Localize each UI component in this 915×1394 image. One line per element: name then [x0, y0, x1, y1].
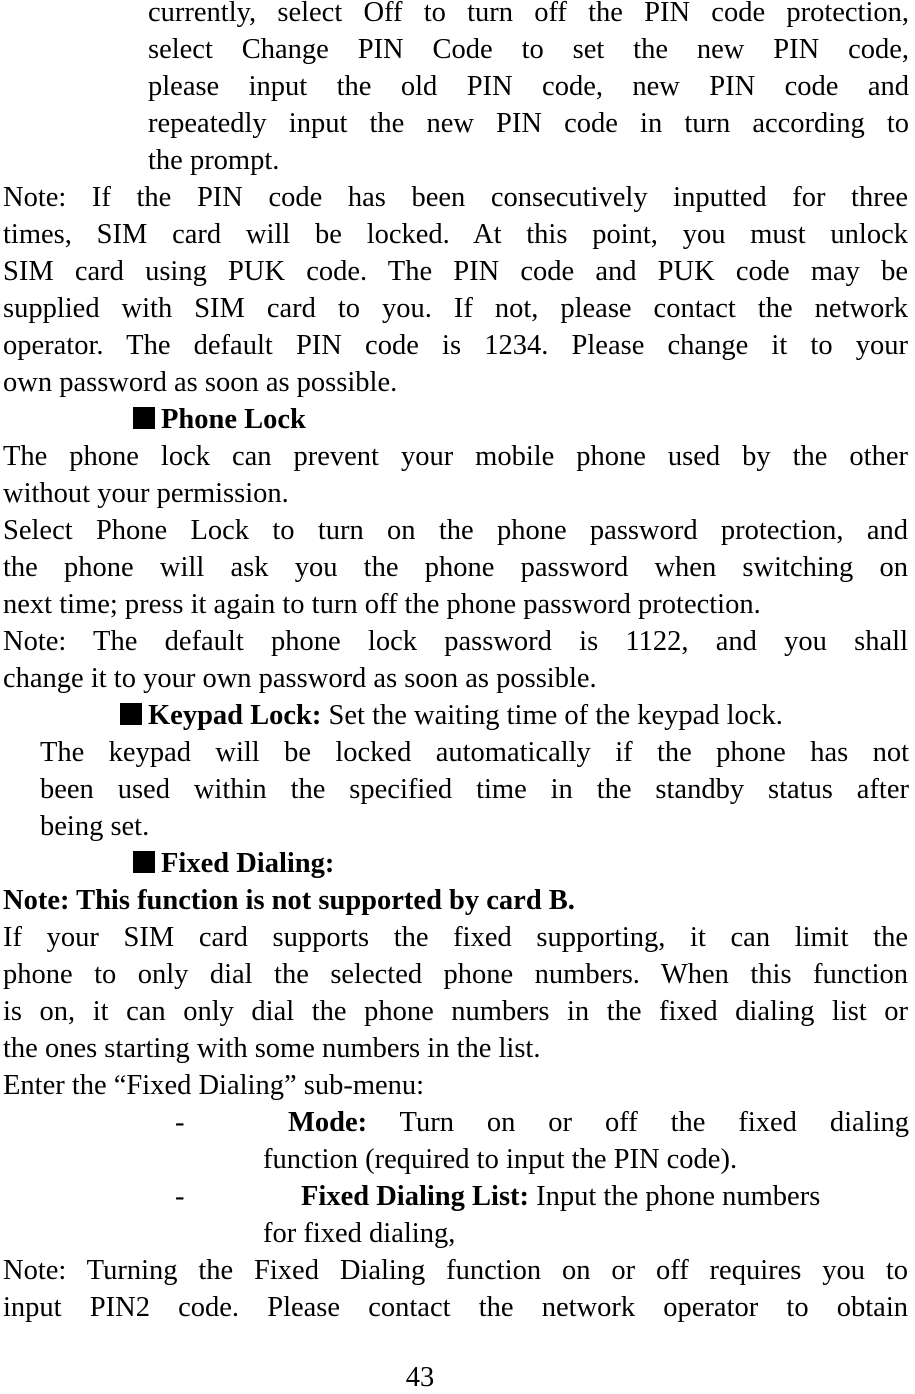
list-dash: - [175, 1107, 185, 1138]
list-dash: - [175, 1181, 185, 1212]
phone-lock-line: The phone lock can prevent your mobile phone used by the other [3, 441, 908, 472]
fixed-dialing-heading: Fixed Dialing: [133, 845, 733, 882]
keypad-lock-line: The keypad will be locked automatically if the phone has not [40, 737, 909, 768]
mode-item: Mode: Turn on or off the fixed dialing [288, 1107, 909, 1138]
phone-lock-heading: Phone Lock [133, 401, 733, 438]
phone-lock-line: without your permission. [3, 478, 289, 509]
fixed-dialing-line: phone to only dial the selected phone numbers. When this function [3, 959, 908, 990]
fixed-list-item: Fixed Dialing List: Input the phone numbers [301, 1181, 821, 1212]
fixed-dialing-line: Enter the “Fixed Dialing” sub-menu: [3, 1070, 425, 1101]
pin-note-line: own password as soon as possible. [3, 367, 398, 398]
final-note-line: Note: Turning the Fixed Dialing function on or off requires you to [3, 1255, 908, 1286]
pin-note-line: supplied with SIM card to you. If not, please contact the network [3, 293, 908, 324]
fixed-dialing-line: is on, it can only dial the phone numbers in the fixed dialing list or [3, 996, 908, 1027]
pin-note-line: Note: If the PIN code has been consecutively inputted for three [3, 182, 908, 213]
keypad-lock-line: being set. [40, 811, 150, 842]
pin-cont-line: repeatedly input the new PIN code in turn according to [148, 108, 909, 139]
keypad-lock-heading: Keypad Lock: Set the waiting time of the keypad lock. [120, 697, 915, 734]
pin-cont-line: the prompt. [148, 145, 280, 176]
pin-cont-line: currently, select Off to turn off the PIN code protection, [148, 0, 909, 28]
final-note-line: input PIN2 code. Please contact the network operator to obtain [3, 1292, 908, 1323]
pin-note-line: SIM card using PUK code. The PIN code and PUK code may be [3, 256, 908, 287]
pin-cont-line: select Change PIN Code to set the new PIN code, [148, 34, 909, 65]
bullet-square-icon [133, 407, 155, 429]
mode-item-cont: function (required to input the PIN code). [263, 1144, 738, 1175]
fixed-dialing-note: Note: This function is not supported by card B. [3, 885, 575, 916]
bullet-square-icon [120, 703, 142, 725]
pin-note-line: operator. The default PIN code is 1234. Please change it to your [3, 330, 908, 361]
page-number: 43 [405, 1362, 435, 1393]
bullet-square-icon [133, 851, 155, 873]
pin-cont-line: please input the old PIN code, new PIN code and [148, 71, 909, 102]
phone-lock-line: next time; press it again to turn off the phone password protection. [3, 589, 761, 620]
pin-note-line: times, SIM card will be locked. At this point, you must unlock [3, 219, 908, 250]
phone-lock-line: Note: The default phone lock password is 1122, and you shall [3, 626, 908, 657]
keypad-lock-line: been used within the specified time in the standby status after [40, 774, 909, 805]
phone-lock-line: the phone will ask you the phone password when switching on [3, 552, 908, 583]
phone-lock-line: change it to your own password as soon as possible. [3, 663, 597, 694]
fixed-dialing-line: the ones starting with some numbers in the list. [3, 1033, 541, 1064]
phone-lock-line: Select Phone Lock to turn on the phone password protection, and [3, 515, 908, 546]
fixed-dialing-line: If your SIM card supports the fixed supporting, it can limit the [3, 922, 908, 953]
fixed-list-item-cont: for fixed dialing, [263, 1218, 456, 1249]
